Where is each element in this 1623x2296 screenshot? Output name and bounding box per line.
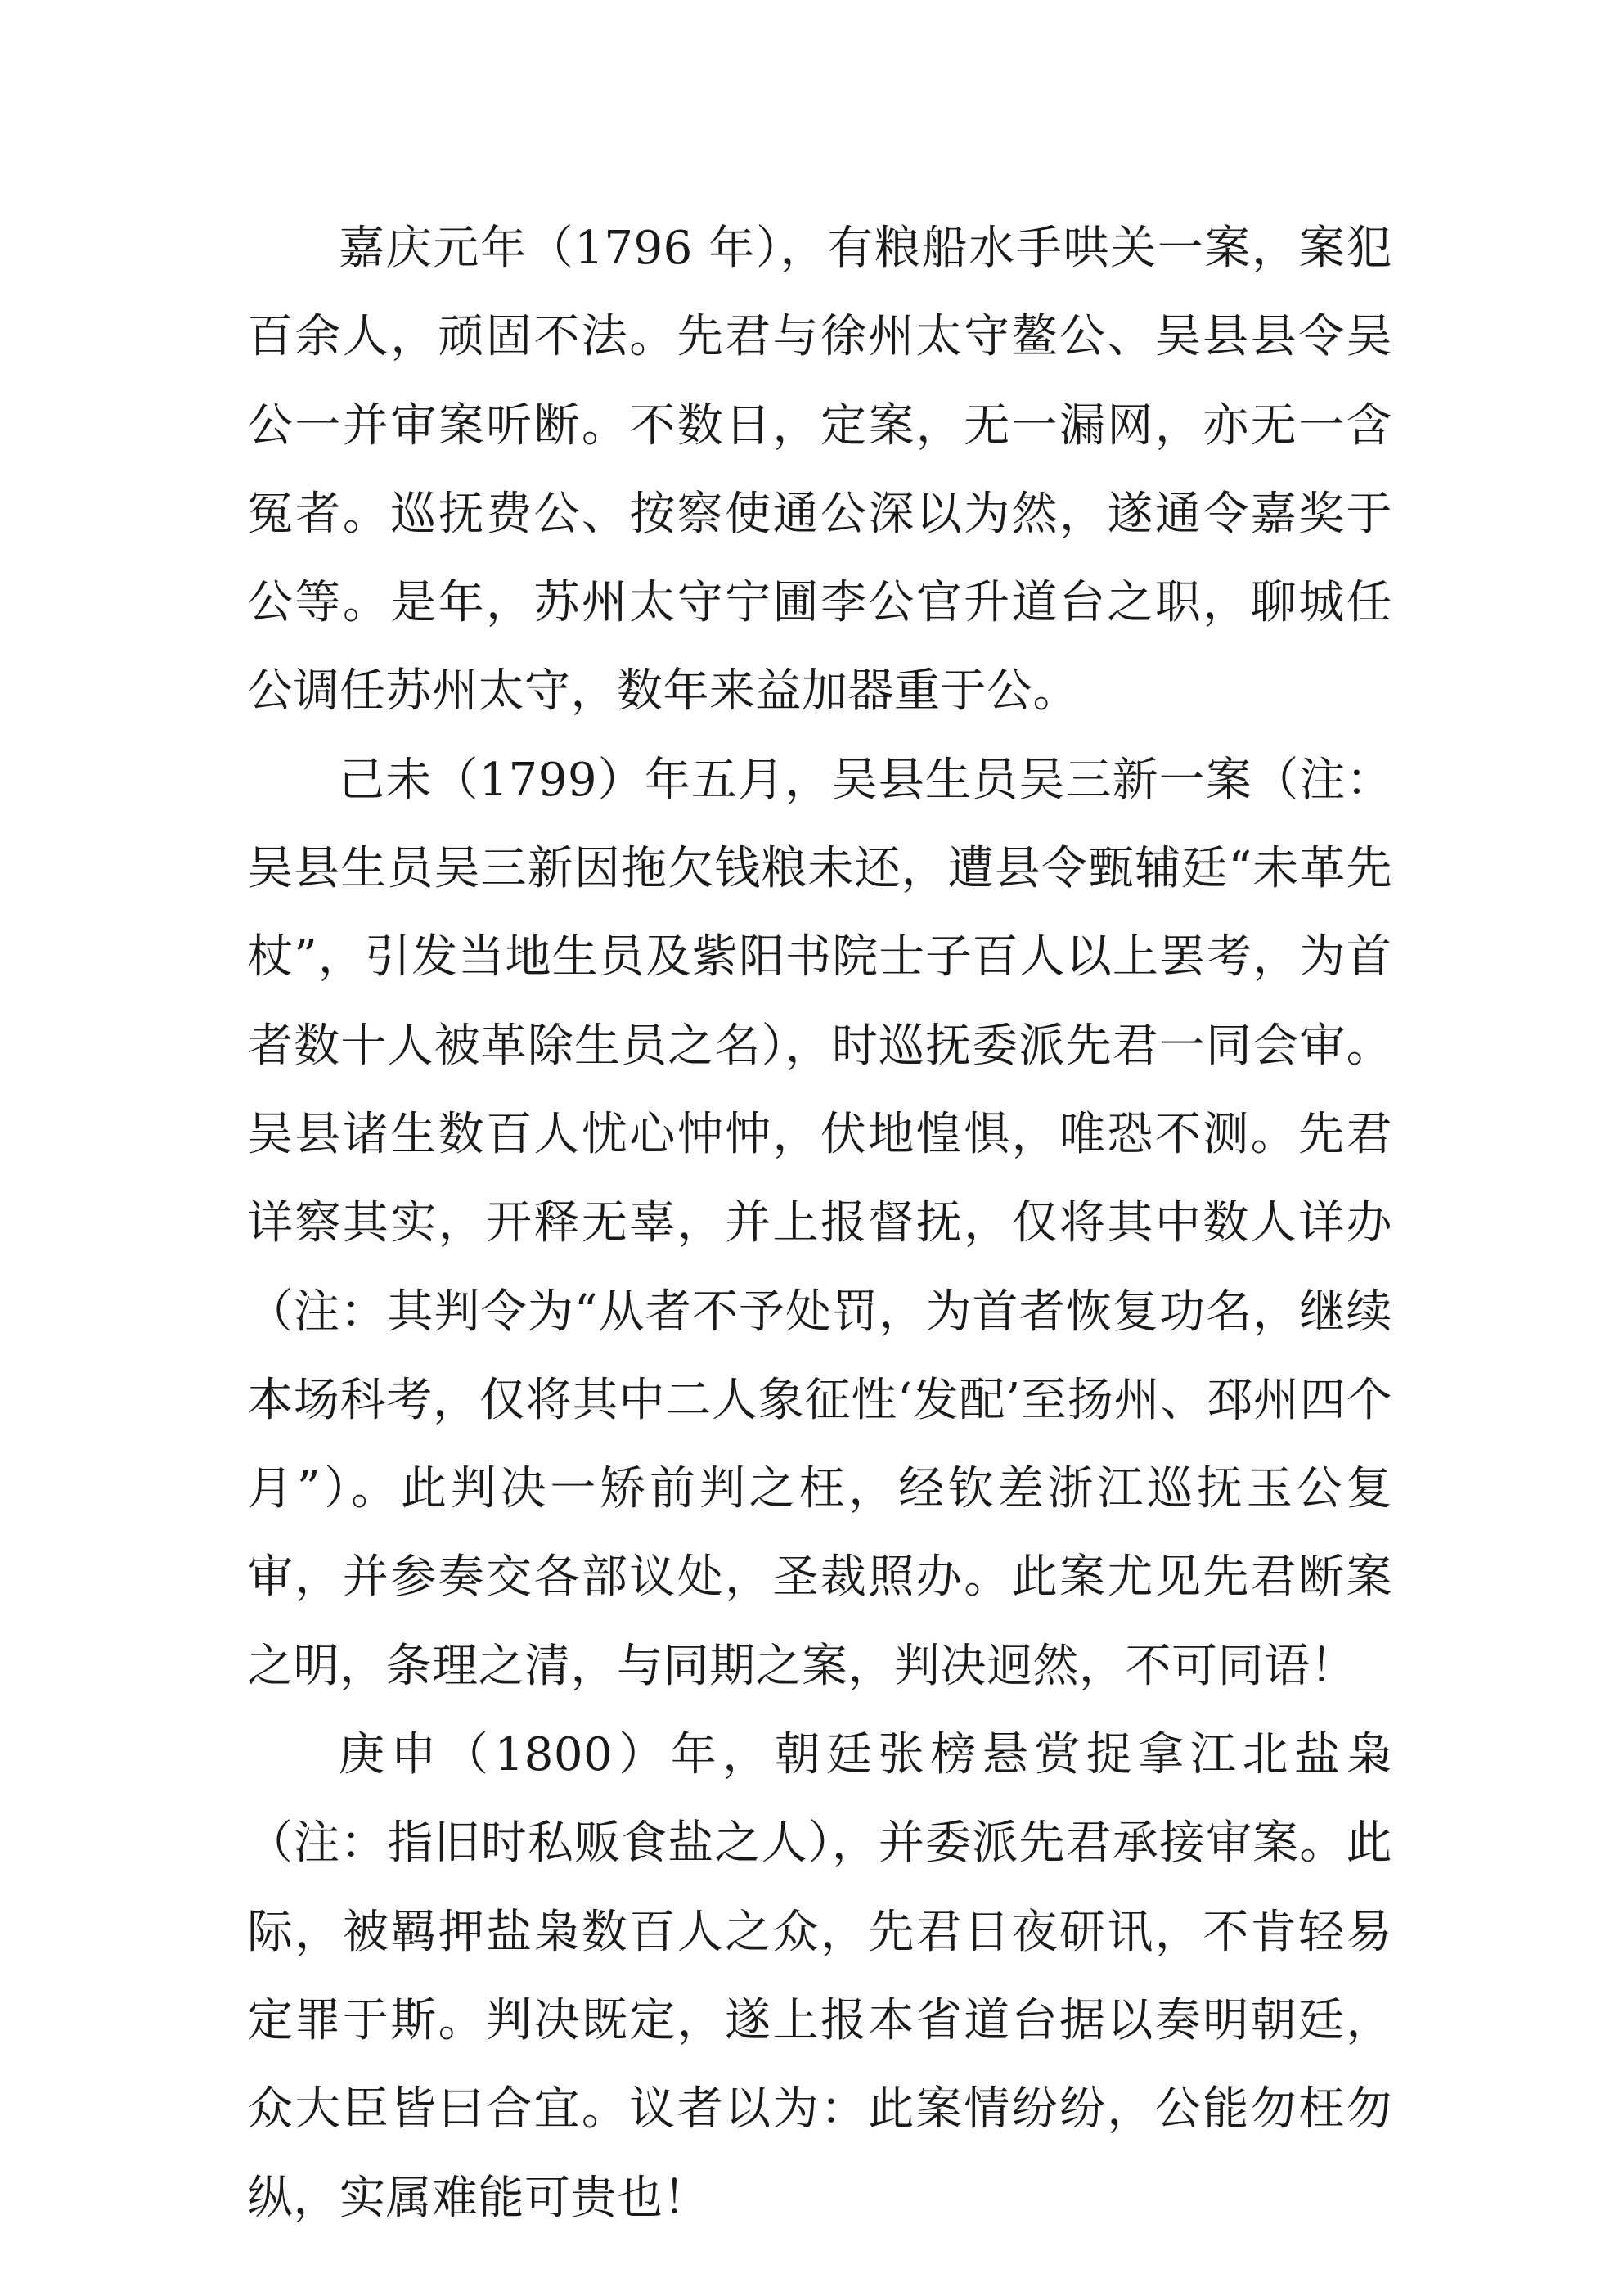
paragraph-1: 嘉庆元年（1796 年），有粮船水手哄关一案，案犯百余人，顽固不法。先君与徐州太守鳌公、吴县县令吴公一并审案听断。不数日，定案，无一漏网，亦无一含冤者。巡抚费公、按察使通公深以为然，遂通令嘉奖于公等。是年，苏州太守宁圃李公官升道台之职，聊城任公调任苏州太守，数年来益加器重于公。 bbox=[247, 222, 1392, 718]
paragraph-3: 庚申（1800）年，朝廷张榜悬赏捉拿江北盐枭（注：指旧时私贩食盐之人），并委派先君承接审案。此际，被羁押盐枭数百人之众，先君日夜研讯，不肯轻易定罪于斯。判决既定，遂上报本省道台据以奏明朝廷，众大臣皆曰合宜。议者以为：此案情纷纷，公能勿枉勿纵，实属难能可贵也！ bbox=[247, 1728, 1392, 2225]
paragraph-2: 己未（1799）年五月，吴县生员吴三新一案（注：吴县生员吴三新因拖欠钱粮未还，遭县令甄辅廷“未革先杖”，引发当地生员及紫阳书院士子百人以上罢考，为首者数十人被革除生员之名），时巡抚委派先君一同会审。吴县诸生数百人忧心忡忡，伏地惶惧，唯恐不测。先君详察其实，开释无辜，并上报督抚，仅将其中数人详办（注：其判令为“从者不予处罚，为首者恢复功名，继续本场科考，仅将其中二人象征性‘发配’至扬州、邳州四个月”）。此判决一矫前判之枉，经钦差浙江巡抚玉公复审，并参奏交各部议处，圣裁照办。此案尤见先君断案之明，条理之清，与同期之案，判决迥然，不可同语！ bbox=[247, 753, 1392, 1693]
body-text bbox=[247, 205, 1392, 2243]
